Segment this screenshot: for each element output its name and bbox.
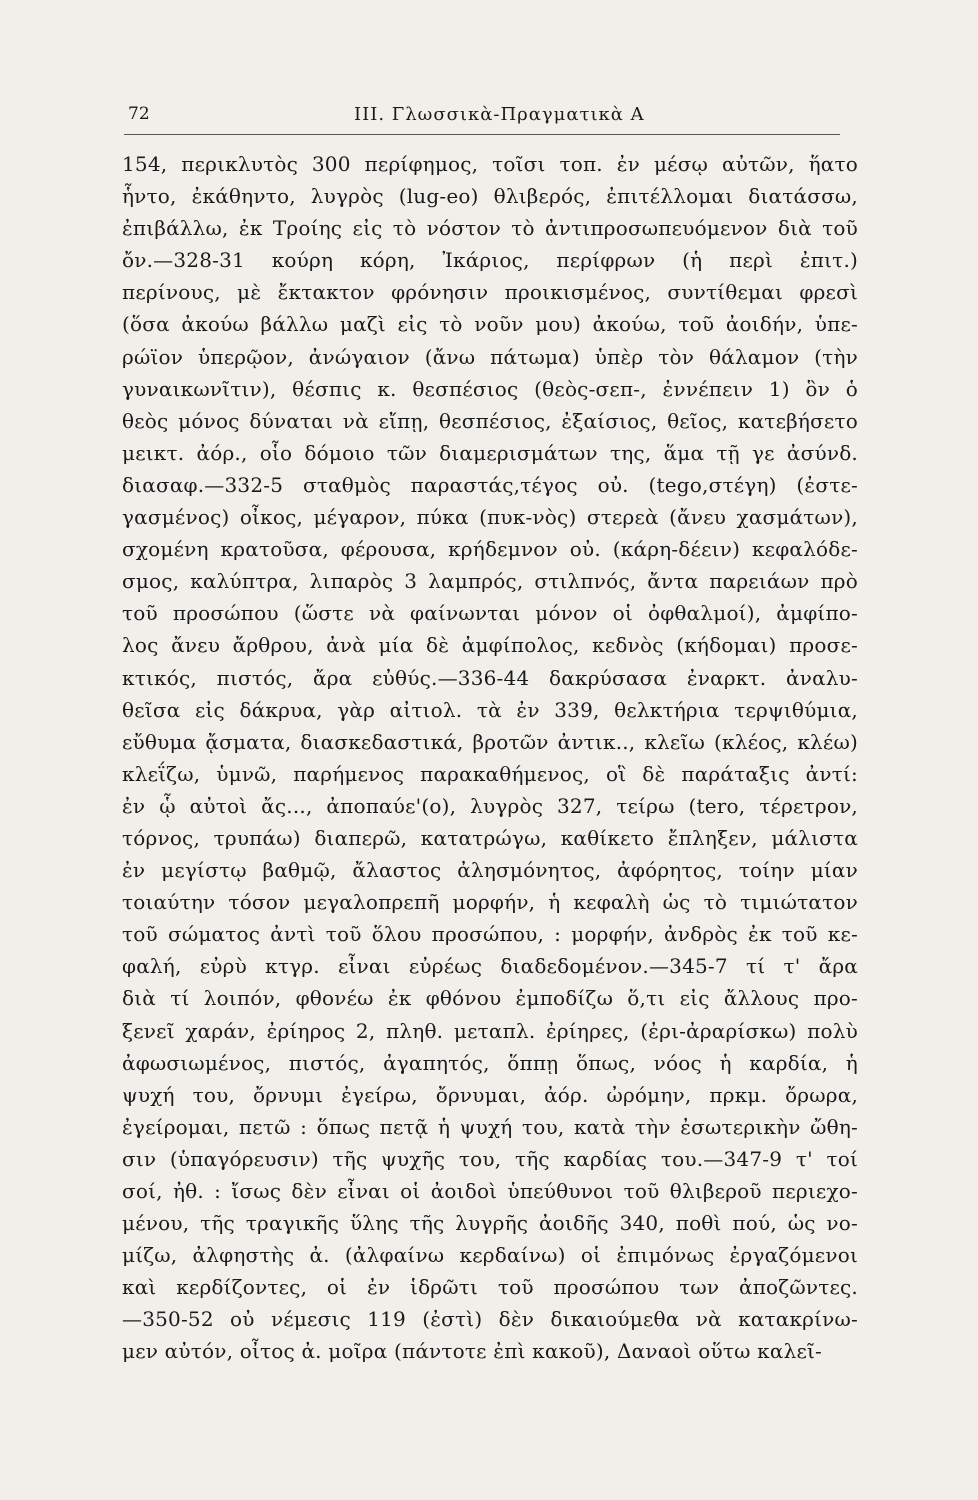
text-line: θεῖσα εἰς δάκρυα, γὰρ αἰτιολ. τὰ ἐν 339, θελκτήρια τερψιθύμια, xyxy=(122,697,858,722)
text-line: σιν (ὑπαγόρευσιν) τῆς ψυχῆς του, τῆς καρδίας του.—347-9 τ' τοί xyxy=(122,1146,858,1171)
text-line: σμος, καλύπτρα, λιπαρὸς 3 λαμπρός, στιλπνός, ἄντα παρειάων πρὸ xyxy=(122,569,858,594)
text-line: τοῦ σώματος ἀντὶ τοῦ ὅλου προσώπου, : μορφήν, ἀνδρὸς ἐκ τοῦ κε- xyxy=(122,922,858,947)
text-line: θεὸς μόνος δύναται νὰ εἴπῃ, θεσπέσιος, ἐξαίσιος, θεῖος, κατεβήσετο xyxy=(122,408,858,433)
text-line: ψυχή του, ὄρνυμι ἐγείρω, ὄρνυμαι, ἀόρ. ὠρόμην, πρκμ. ὄρωρα, xyxy=(122,1082,858,1107)
text-line: ἀφωσιωμένος, πιστός, ἀγαπητός, ὅππῃ ὅπως, νόος ἡ καρδία, ἡ xyxy=(122,1050,858,1075)
text-line: τόρνος, τρυπάω) διαπερῶ, κατατρώγω, καθίκετο ἔπληξεν, μάλιστα xyxy=(122,825,858,850)
text-line: (ὅσα ἀκούω βάλλω μαζὶ εἰς τὸ νοῦν μου) ἀκούω, τοῦ ἀοιδήν, ὑπε- xyxy=(122,312,858,337)
running-header xyxy=(124,104,840,135)
text-line: μεν αὐτόν, οἶτος ἀ. μοῖρα (πάντοτε ἐπὶ κακοῦ), Δαναοὶ οὕτω καλεῖ- xyxy=(122,1339,823,1364)
text-line: γυναικωνῖτιν), θέσπις κ. θεσπέσιος (θεὸς-σεπ-, ἐννέπειν 1) ὃν ὁ xyxy=(122,376,858,401)
text-line: σχομένη κρατοῦσα, φέρουσα, κρήδεμνον οὐ. (κάρη-δέειν) κεφαλόδε- xyxy=(122,537,858,562)
text-line: —350-52 οὐ νέμεσις 119 (ἐστὶ) δὲν δικαιούμεθα νὰ κατακρίνω- xyxy=(122,1307,858,1332)
text-line: λος ἄνευ ἄρθρου, ἀνὰ μία δὲ ἀμφίπολος, κεδνὸς (κήδομαι) προσε- xyxy=(122,633,858,658)
text-line: ἧντο, ἐκάθηντο, λυγρὸς (lug-eo) θλιβερός, ἐπιτέλλομαι διατάσσω, xyxy=(122,184,858,209)
text-line: φαλή, εὐρὺ κτγρ. εἶναι εὐρέως διαδεδομένον.—345-7 τί τ' ἄρα xyxy=(122,954,858,979)
text-line: ἐγείρομαι, πετῶ : ὅπως πετᾷ ἡ ψυχή του, κατὰ τὴν ἐσωτερικὴν ὤθη- xyxy=(122,1114,858,1139)
text-line: σοί, ἠθ. : ἴσως δὲν εἶναι οἱ ἀοιδοὶ ὑπεύθυνοι τοῦ θλιβεροῦ περιεχο- xyxy=(122,1179,858,1203)
text-line: τοῦ προσώπου (ὥστε νὰ φαίνωνται μόνον οἱ ὀφθαλμοί), ἀμφίπο- xyxy=(122,601,858,626)
commentary-text xyxy=(122,148,858,1368)
page-number: 72 xyxy=(128,104,150,124)
text-line: διασαφ.—332-5 σταθμὸς παραστάς,τέγος οὐ. (tego,στέγη) (ἐστε- xyxy=(122,472,858,497)
text-line: ξενεῖ χαράν, ἐρίηρος 2, πληθ. μεταπλ. ἐρίηρες, (ἐρι-ἀραρίσκω) πολὺ xyxy=(122,1018,858,1043)
text-line: γασμένος) οἶκος, μέγαρον, πύκα (πυκ-νὸς) στερεὰ (ἄνευ χασμάτων), xyxy=(122,505,858,530)
text-line: τοιαύτην τόσον μεγαλοπρεπῆ μορφήν, ἡ κεφαλὴ ὡς τὸ τιμιώτατον xyxy=(122,890,858,915)
text-line: μένου, τῆς τραγικῆς ὕλης τῆς λυγρῆς ἀοιδῆς 340, ποθὶ πού, ὡς νο- xyxy=(122,1211,858,1236)
text-line: ἐπιβάλλω, ἐκ Τροίης εἰς τὸ νόστον τὸ ἀντιπροσωπευόμενον διὰ τοῦ xyxy=(122,216,858,241)
text-line: ἐν ᾧ αὐτοὶ ἄς..., ἀποπαύε'(ο), λυγρὸς 327, τείρω (tero, τέρετρον, xyxy=(122,793,858,818)
running-title: ΙΙΙ. Γλωσσικὰ-Πραγματικὰ Α xyxy=(354,104,645,125)
text-line: 154, περικλυτὸς 300 περίφημος, τοῖσι τοπ. ἐν μέσῳ αὐτῶν, ἥατο xyxy=(122,152,858,176)
text-line: διὰ τί λοιπόν, φθονέω ἐκ φθόνου ἐμποδίζω ὅ,τι εἰς ἄλλους προ- xyxy=(122,986,858,1011)
text-line: κλεΐζω, ὑμνῶ, παρήμενος παρακαθήμενος, οἳ δὲ παράταξις ἀντί: xyxy=(122,761,858,786)
text-line: ὄν.—328-31 κούρη κόρη, Ἰκάριος, περίφρων (ἡ περὶ ἐπιτ.) xyxy=(122,248,858,273)
text-line: εὔθυμα ᾄσματα, διασκεδαστικά, βροτῶν ἀντικ.., κλεῖω (κλέος, κλέω) xyxy=(122,729,858,754)
text-line: ρώϊον ὑπερῷον, ἀνώγαιον (ἄνω πάτωμα) ὑπὲρ τὸν θάλαμον (τὴν xyxy=(122,344,858,369)
text-line: ἐν μεγίστῳ βαθμῷ, ἄλαστος ἀλησμόνητος, ἀφόρητος, τοίην μίαν xyxy=(122,858,858,883)
text-line: περίνους, μὲ ἔκτακτον φρόνησιν προικισμένος, συντίθεμαι φρεσὶ xyxy=(122,280,858,305)
text-line: κτικός, πιστός, ἄρα εὐθύς.—336-44 δακρύσασα ἐναρκτ. ἀναλυ- xyxy=(122,665,858,690)
text-line: μεικτ. ἀόρ., οἷο δόμοιο τῶν διαμερισμάτων της, ἅμα τῇ γε ἀσύνδ. xyxy=(122,440,858,465)
text-line: μίζω, ἀλφηστὴς ἀ. (ἀλφαίνω κερδαίνω) οἱ ἐπιμόνως ἐργαζόμενοι xyxy=(122,1243,858,1268)
text-line: καὶ κερδίζοντες, οἱ ἐν ἱδρῶτι τοῦ προσώπου των ἀποζῶντες. xyxy=(122,1275,858,1300)
